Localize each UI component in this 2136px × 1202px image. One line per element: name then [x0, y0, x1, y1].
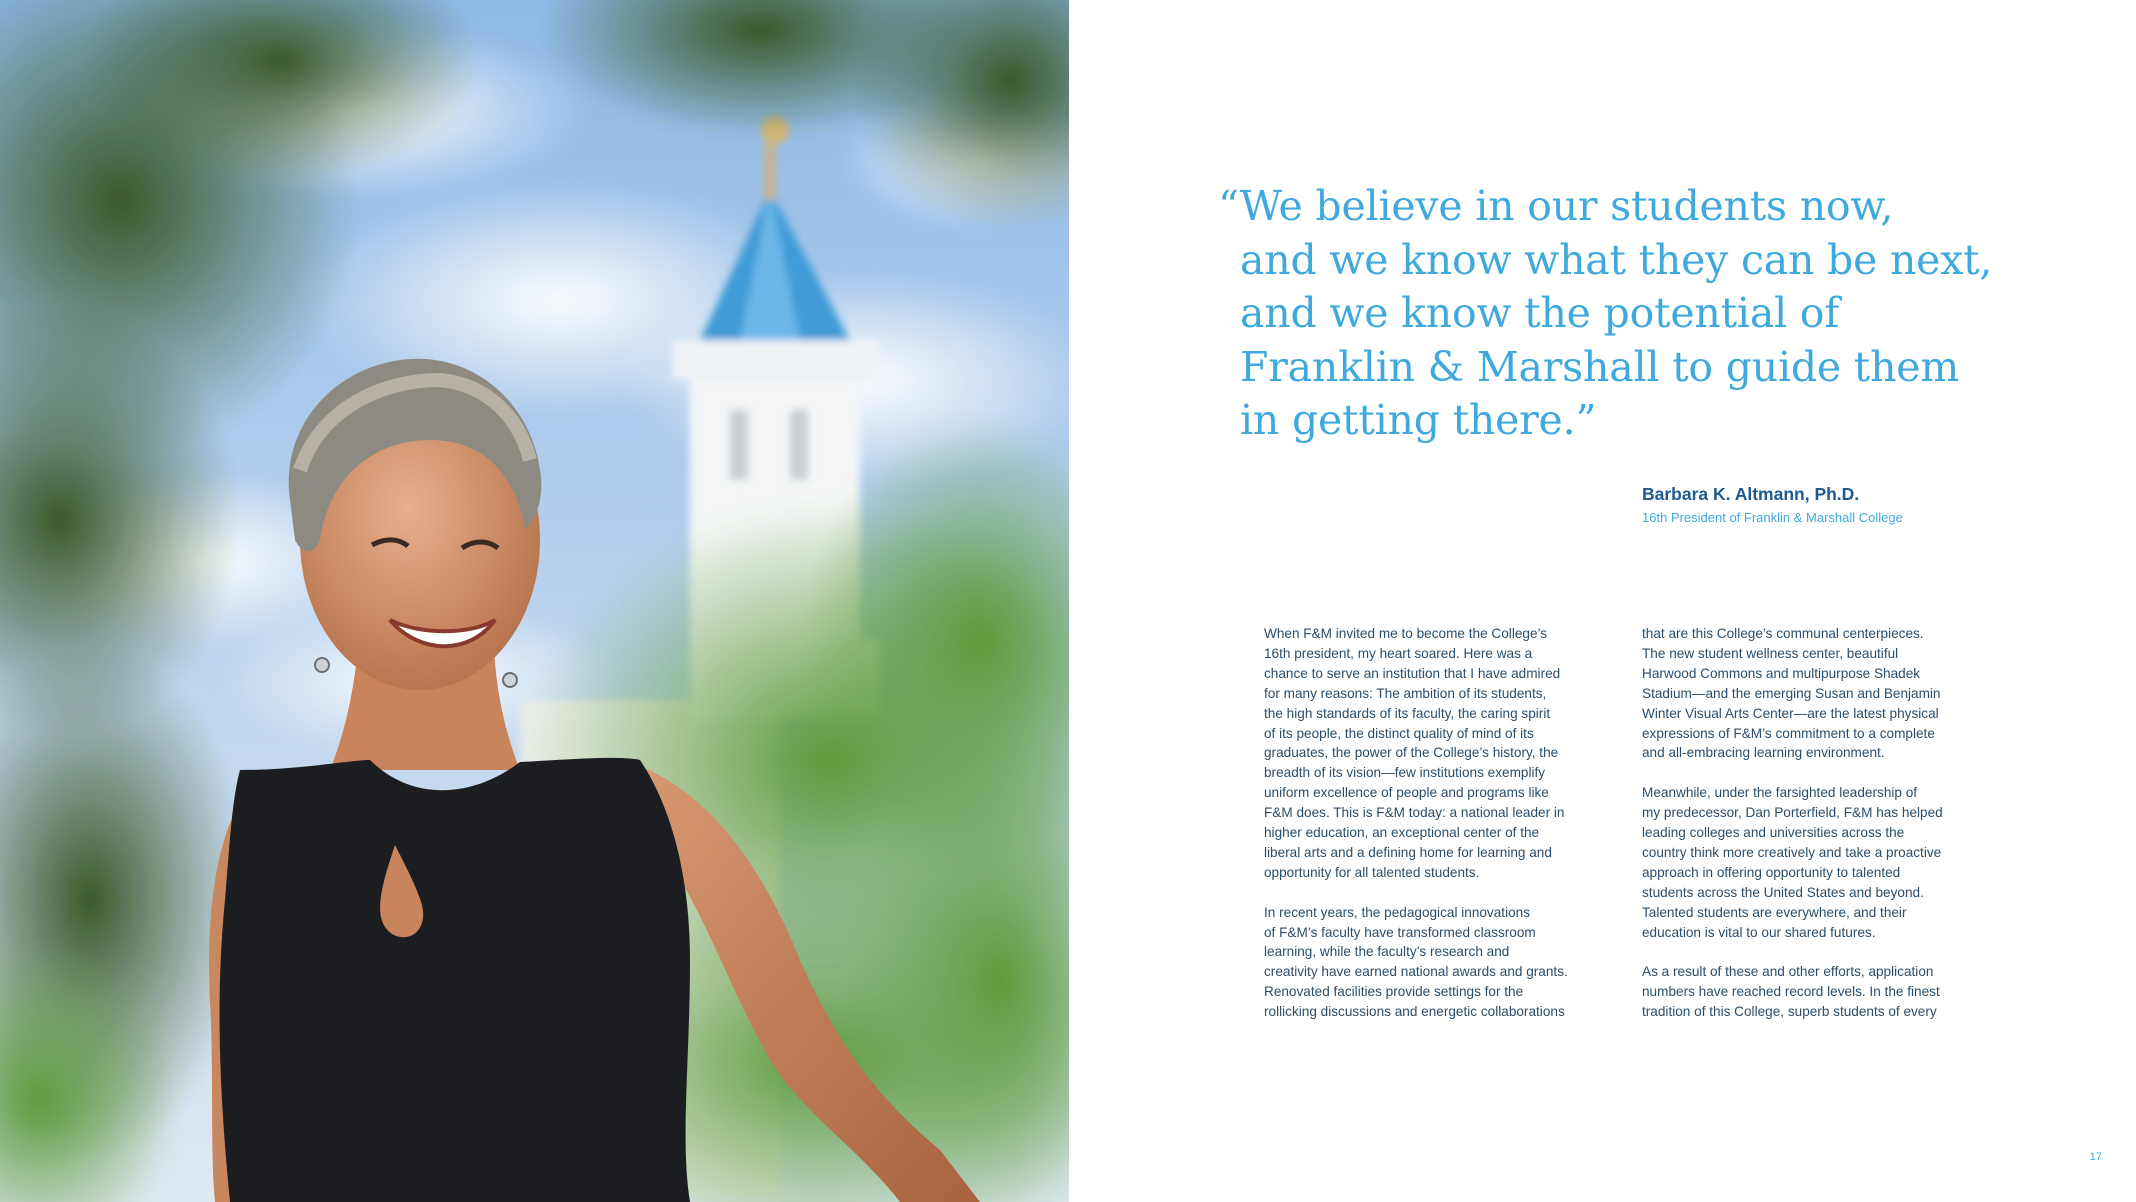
body-line: Renovated facilities provide settings for the	[1264, 984, 1524, 1000]
body-line: of its people, the distinct quality of mind of its	[1264, 725, 1534, 741]
body-line: In recent years, the pedagogical innovations	[1264, 904, 1531, 920]
body-line: tradition of this College, superb students of every	[1642, 1004, 1937, 1020]
quote-line: “We believe in our students now,	[1218, 182, 1894, 230]
body-line: creativity have earned national awards and grants.	[1264, 964, 1568, 980]
body-line: The new student wellness center, beautiful	[1642, 645, 1899, 661]
body-line: education is vital to our shared futures.	[1642, 924, 1876, 940]
body-line: Meanwhile, under the farsighted leadership of	[1642, 785, 1918, 801]
body-line: expressions of F&M’s commitment to a complete	[1642, 725, 1935, 741]
body-line: chance to serve an institution that I have admired	[1264, 665, 1561, 681]
quote-line: and we know what they can be next,	[1240, 235, 1993, 284]
quote-line: in getting there.”	[1240, 396, 1597, 444]
body-line: of F&M’s faculty have transformed classroom	[1264, 924, 1536, 940]
page-number: 17	[2089, 1151, 2102, 1163]
body-line: uniform excellence of people and programs like	[1264, 785, 1549, 801]
body-line: 16th president, my heart soared. Here was a	[1264, 645, 1533, 661]
quote-line: and we know the potential of	[1240, 289, 1840, 337]
body-column-left	[1264, 624, 1604, 1042]
body-line: opportunity for all talented students.	[1264, 864, 1480, 880]
body-line: breadth of its vision—few institutions exemplify	[1264, 765, 1546, 781]
body-line: that are this College’s communal centerpieces.	[1642, 626, 1924, 641]
body-line: leading colleges and universities across the	[1642, 825, 1905, 841]
body-paragraph	[1642, 624, 1982, 763]
body-line: country think more creatively and take a proactive	[1642, 844, 1942, 860]
body-column-right	[1642, 624, 1982, 1042]
pull-quote	[1218, 180, 2080, 448]
body-line: Harwood Commons and multipurpose Shadek	[1642, 665, 1921, 681]
quote-line: Franklin & Marshall to guide them	[1240, 342, 1960, 391]
body-line: As a result of these and other efforts, application	[1642, 964, 1934, 980]
body-line: rollicking discussions and energetic collaborations	[1264, 1004, 1565, 1020]
attribution-name: Barbara K. Altmann, Ph.D.	[1642, 484, 1860, 504]
body-line: for many reasons: The ambition of its students,	[1264, 685, 1547, 701]
body-line: and all-embracing learning environment.	[1642, 745, 1885, 761]
body-line: When F&M invited me to become the College’s	[1264, 626, 1548, 641]
body-paragraph	[1264, 624, 1604, 883]
body-line: liberal arts and a defining home for learning and	[1264, 844, 1552, 860]
body-line: approach in offering opportunity to talented	[1642, 864, 1901, 880]
attribution-title: 16th President of Franklin & Marshall College	[1642, 510, 1903, 525]
body-line: F&M does. This is F&M today: a national leader in	[1264, 805, 1565, 821]
body-line: higher education, an exceptional center of the	[1264, 825, 1540, 841]
body-paragraph	[1264, 903, 1604, 1022]
body-line: my predecessor, Dan Porterfield, F&M has helped	[1642, 805, 1943, 821]
body-line: Talented students are everywhere, and their	[1642, 904, 1907, 920]
body-line: Stadium—and the emerging Susan and Benjamin	[1642, 685, 1941, 701]
body-line: numbers have reached record levels. In the finest	[1642, 984, 1940, 1000]
body-line: graduates, the power of the College’s history, the	[1264, 745, 1559, 761]
body-paragraph	[1642, 962, 1982, 1022]
body-line: learning, while the faculty’s research and	[1264, 944, 1510, 960]
body-line: Winter Visual Arts Center—are the latest physical	[1642, 705, 1939, 721]
body-line: students across the United States and beyond.	[1642, 884, 1924, 900]
body-line: the high standards of its faculty, the caring spirit	[1264, 705, 1551, 721]
body-paragraph	[1642, 783, 1982, 942]
